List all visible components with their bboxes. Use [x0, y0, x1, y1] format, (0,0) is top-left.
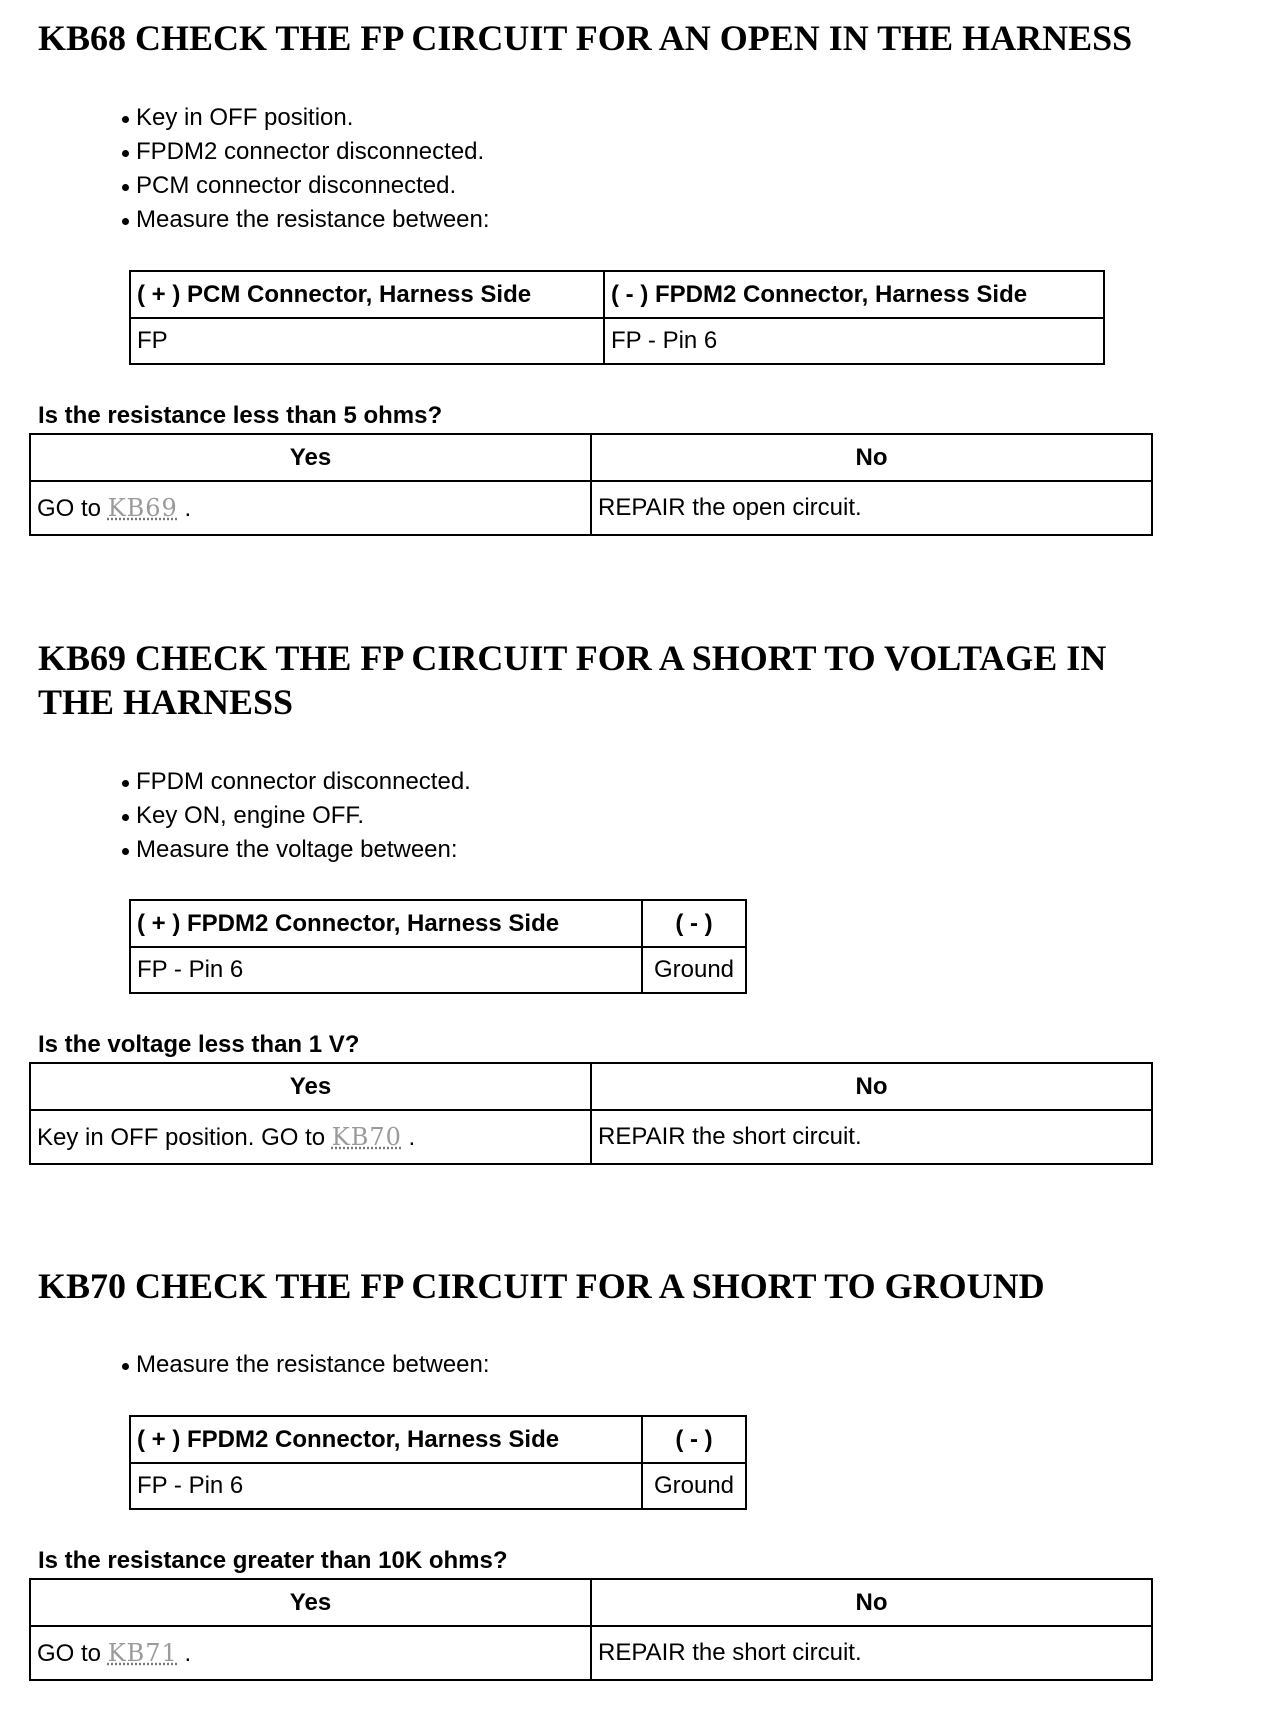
kb69-bullet-list	[120, 765, 471, 867]
table-cell: FP - Pin 6	[130, 1463, 642, 1509]
no-cell: REPAIR the open circuit.	[591, 481, 1152, 535]
no-header: No	[591, 1063, 1152, 1110]
no-header: No	[591, 1579, 1152, 1626]
no-cell: REPAIR the short circuit.	[591, 1626, 1152, 1680]
kb70-answer-table	[29, 1578, 1153, 1681]
table-header-cell: ( + ) PCM Connector, Harness Side	[130, 271, 604, 318]
kb70-question: Is the resistance greater than 10K ohms?	[38, 1547, 508, 1574]
table-header-cell: ( - )	[642, 1416, 746, 1463]
list-item: PCM connector disconnected.	[120, 169, 490, 203]
yes-suffix: .	[401, 1123, 416, 1151]
kb68-question: Is the resistance less than 5 ohms?	[38, 402, 443, 429]
yes-header: Yes	[30, 1063, 591, 1110]
kb68-measurement-table	[129, 270, 1105, 365]
yes-header: Yes	[30, 1579, 591, 1626]
yes-text: GO to	[37, 494, 102, 522]
list-item: Key ON, engine OFF.	[120, 799, 471, 833]
yes-cell	[30, 481, 591, 535]
list-item: Measure the resistance between:	[120, 203, 490, 237]
table-row	[30, 1110, 1152, 1164]
yes-suffix: .	[177, 1639, 192, 1667]
kb68-heading: KB68 CHECK THE FP CIRCUIT FOR AN OPEN IN THE HARNESS	[38, 18, 1133, 58]
list-item: Key in OFF position.	[120, 101, 490, 135]
table-row	[30, 481, 1152, 535]
table-cell: FP	[130, 318, 604, 364]
table-header-cell: ( + ) FPDM2 Connector, Harness Side	[130, 900, 642, 947]
list-item: Measure the voltage between:	[120, 833, 471, 867]
table-header-cell: ( + ) FPDM2 Connector, Harness Side	[130, 1416, 642, 1463]
kb70-bullet-list	[120, 1348, 490, 1382]
table-header-row	[30, 1063, 1152, 1110]
kb69-heading	[38, 636, 1238, 724]
kb68-bullet-list	[120, 101, 490, 237]
table-header-row	[30, 1579, 1152, 1626]
yes-text: GO to	[37, 1639, 102, 1667]
kb69-question: Is the voltage less than 1 V?	[38, 1031, 360, 1058]
kb69-heading-line1: KB69 CHECK THE FP CIRCUIT FOR A SHORT TO VOLTAGE IN	[38, 638, 1107, 678]
yes-cell	[30, 1626, 591, 1680]
list-item: Measure the resistance between:	[120, 1348, 490, 1382]
yes-header: Yes	[30, 434, 591, 481]
table-cell: FP - Pin 6	[604, 318, 1104, 364]
table-cell: Ground	[642, 1463, 746, 1509]
list-item: FPDM2 connector disconnected.	[120, 135, 490, 169]
kb68-answer-table	[29, 433, 1153, 536]
table-header-cell: ( - ) FPDM2 Connector, Harness Side	[604, 271, 1104, 318]
no-header: No	[591, 434, 1152, 481]
kb69-link[interactable]: KB69	[107, 493, 178, 522]
no-cell: REPAIR the short circuit.	[591, 1110, 1152, 1164]
yes-text: Key in OFF position. GO to	[37, 1123, 326, 1151]
table-row	[130, 947, 746, 993]
kb71-link[interactable]: KB71	[107, 1638, 178, 1667]
table-header-row	[130, 1416, 746, 1463]
kb69-answer-table	[29, 1062, 1153, 1165]
table-row	[30, 1626, 1152, 1680]
kb70-link[interactable]: KB70	[331, 1122, 402, 1151]
table-cell: Ground	[642, 947, 746, 993]
kb70-measurement-table	[129, 1415, 747, 1510]
table-header-row	[130, 271, 1104, 318]
kb69-heading-line2: THE HARNESS	[38, 682, 294, 722]
table-header-row	[30, 434, 1152, 481]
yes-suffix: .	[177, 494, 192, 522]
kb69-measurement-table	[129, 899, 747, 994]
kb70-heading: KB70 CHECK THE FP CIRCUIT FOR A SHORT TO GROUND	[38, 1266, 1045, 1306]
yes-cell	[30, 1110, 591, 1164]
table-header-row	[130, 900, 746, 947]
list-item: FPDM connector disconnected.	[120, 765, 471, 799]
table-row	[130, 318, 1104, 364]
table-row	[130, 1463, 746, 1509]
table-cell: FP - Pin 6	[130, 947, 642, 993]
table-header-cell: ( - )	[642, 900, 746, 947]
